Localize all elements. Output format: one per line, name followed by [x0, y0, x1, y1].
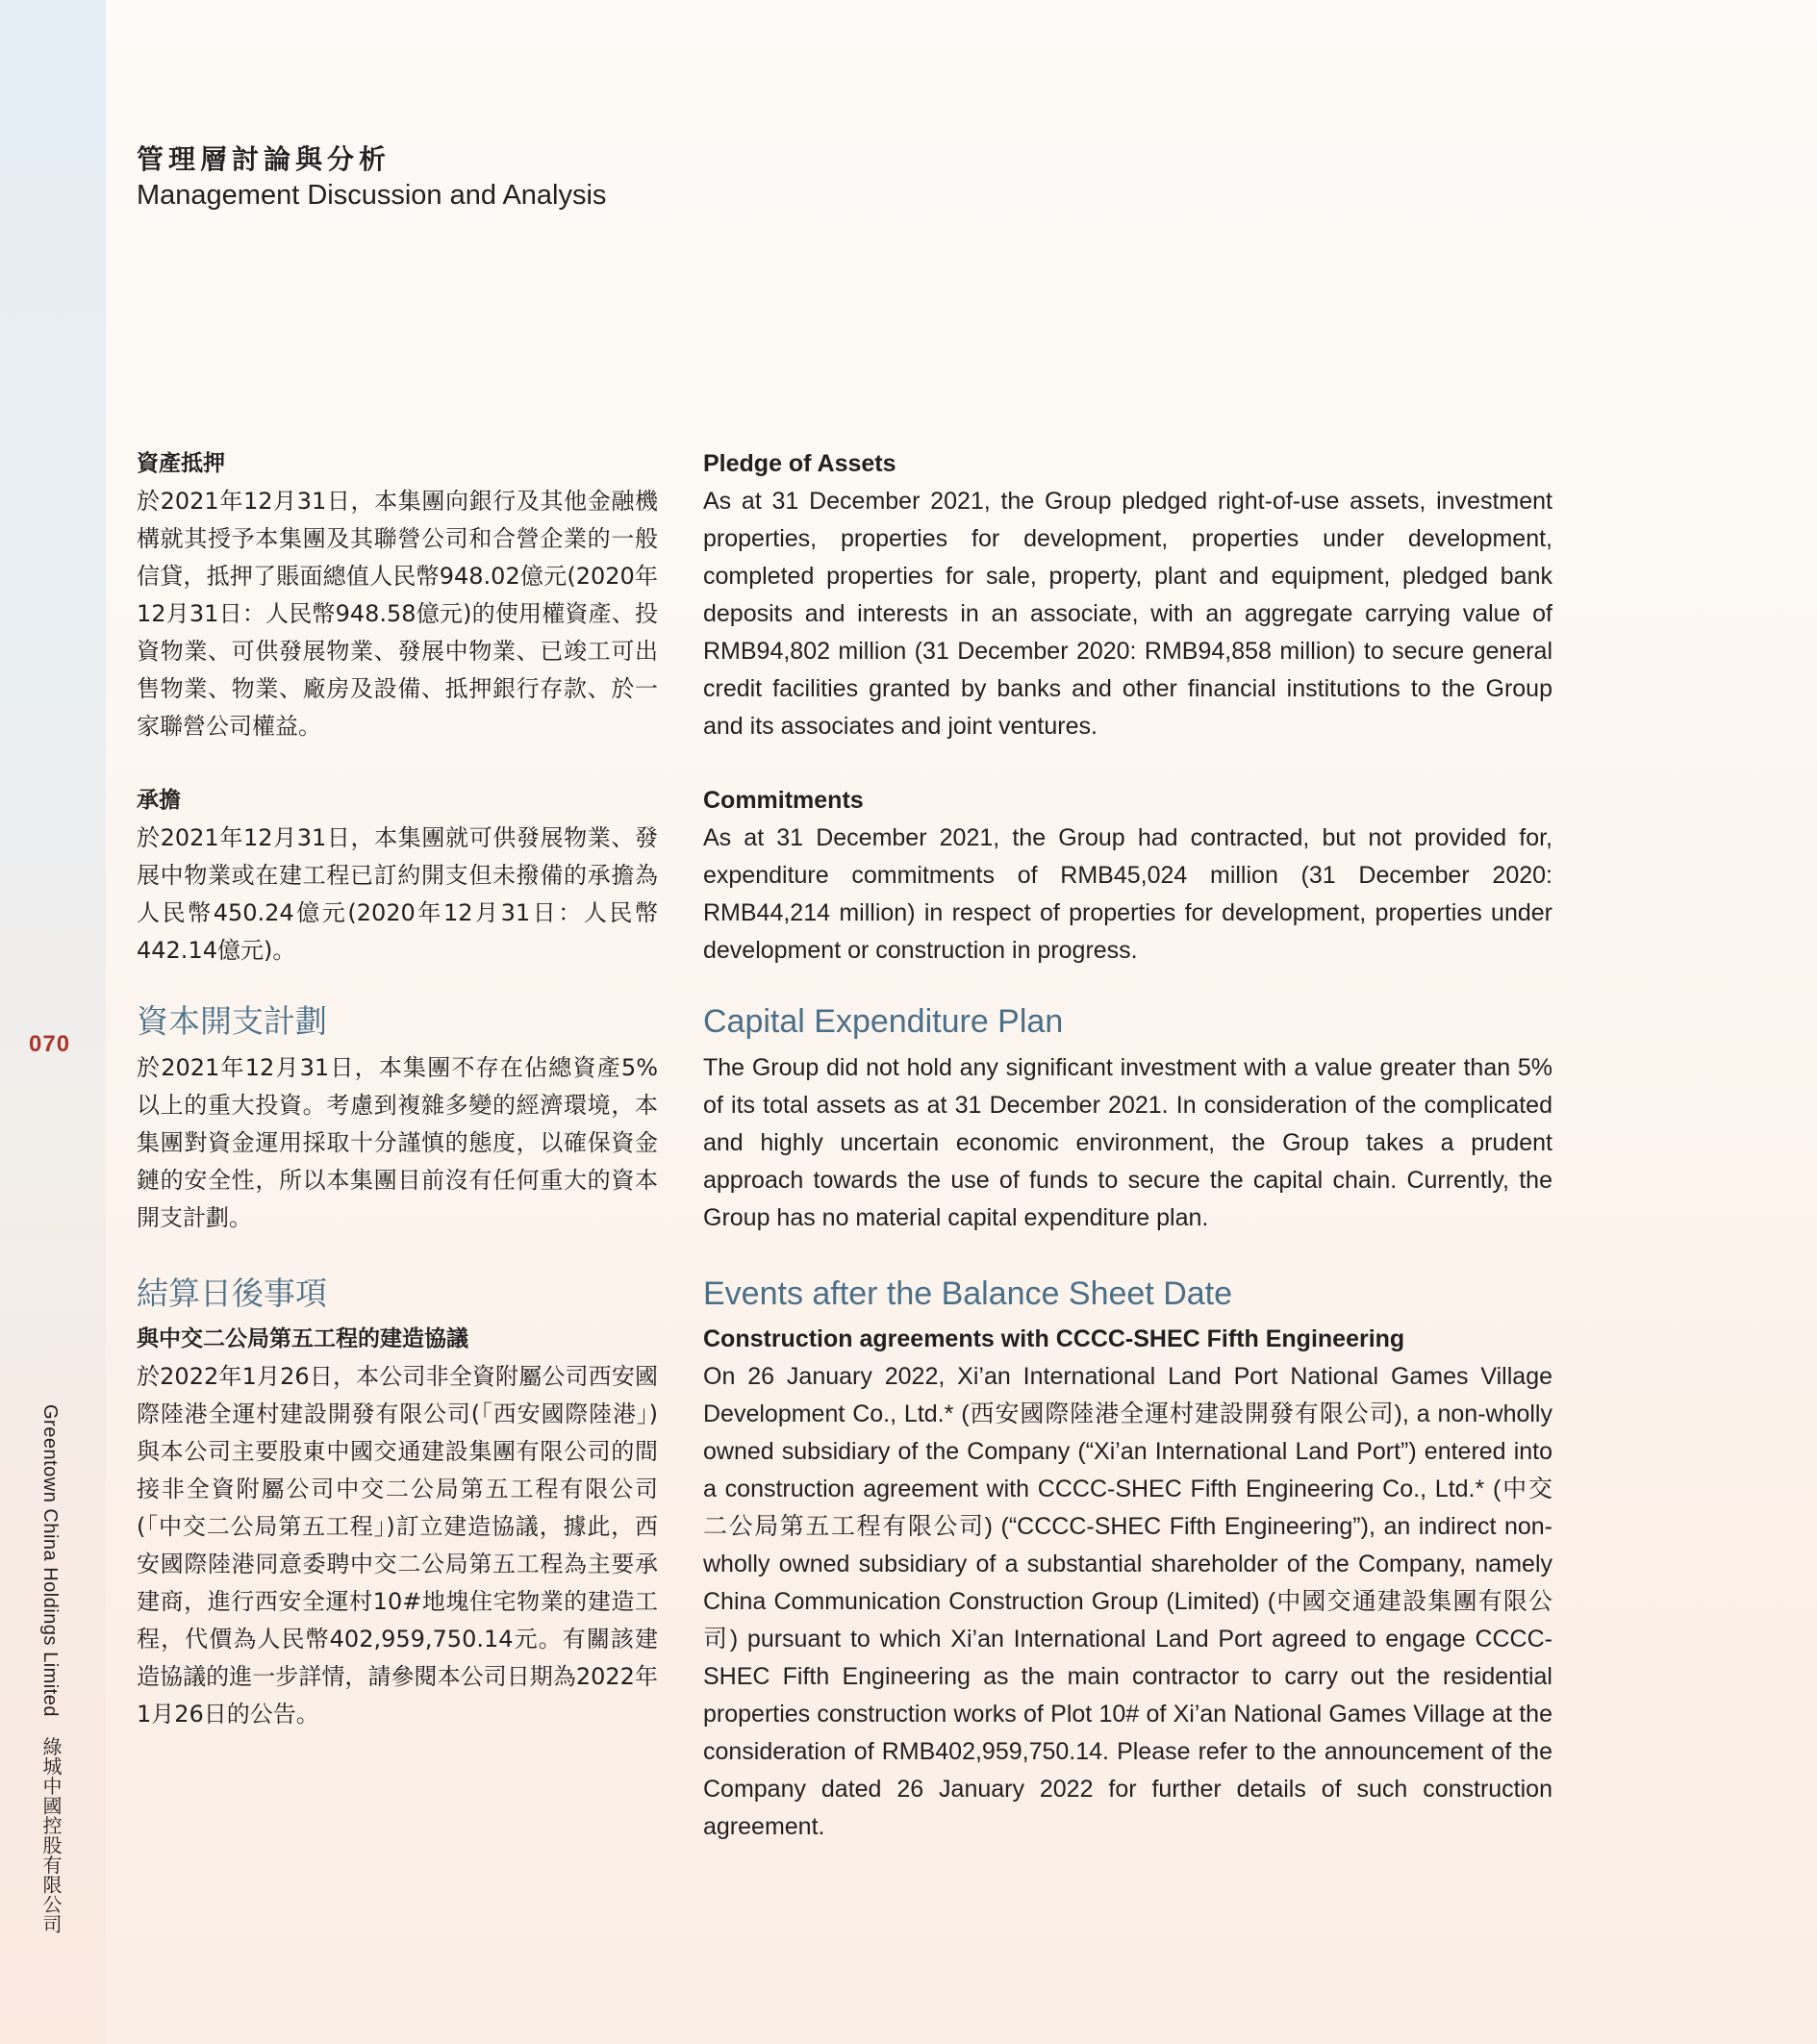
pledge-zh-body: 於2021年12月31日，本集團向銀行及其他金融機構就其授予本集團及其聯營公司和合營企業的一般信貸，抵押了賬面總值人民幣948.02億元(2020年12月31日：人民幣948.58億元)的使用權資產、投資物業、可供發展物業、發展中物業、已竣工可出售物業、物業、廠房及設備、抵押銀行存款、於一家聯營公司權益。: [137, 488, 658, 740]
header-title-zh: 管理層討論與分析: [137, 143, 391, 175]
events-zh-block: [137, 1274, 658, 1733]
events-en-body: On 26 January 2022, Xi’an International Land Port National Games Village Development Co., Ltd.* (西安國際陸港全運村建設開發有限公司), a non-wholly owned subsidiary of the Company (“Xi’an International Land Port”) entered into a construction agreement with CCCC-SHEC Fifth Engineering Co., Ltd.* (中交二公局第五工程有限公司) (“CCCC-SHEC Fifth Engineering”), an indirect non-wholly owned subsidiary of a substantial shareholder of the Company, namely China Communication Construction Group (Limited) (中國交通建設集團有限公司) pursuant to which Xi’an International Land Port agreed to engage CCCC-SHEC Fifth Engineering as the main contractor to carry out the residential properties construction works of Plot 10# of Xi’an National Games Village at the consideration of RMB402,959,750.14. Please refer to the announcement of the Company dated 26 January 2022 for further details of such construction agreement.: [703, 1363, 1552, 1840]
commitments-zh-body: 於2021年12月31日，本集團就可供發展物業、發展中物業或在建工程已訂約開支但未撥備的承擔為人民幣450.24億元(2020年12月31日：人民幣442.14億元)。: [137, 824, 658, 964]
capex-en-body: The Group did not hold any significant investment with a value greater than 5% of its total assets as at 31 December 2021. In consideration of the complicated and highly uncertain economic environment, the Group takes a prudent approach towards the use of funds to secure the capital chain. Currently, the Group has no material capital expenditure plan.: [703, 1054, 1552, 1231]
events-zh-subtitle: 與中交二公局第五工程的建造協議: [137, 1326, 468, 1351]
commitments-en-title: Commitments: [703, 787, 864, 814]
pledge-en-title: Pledge of Assets: [703, 450, 896, 477]
header-title-en: Management Discussion and Analysis: [137, 180, 607, 211]
pledge-zh-block: [137, 445, 658, 745]
capex-en-heading: Capital Expenditure Plan: [703, 1003, 1064, 1040]
commitments-zh-block: [137, 782, 658, 970]
capex-zh-block: [137, 1002, 658, 1237]
company-name-caption: Greentown China Holdings Limited 綠城中國控股有限公司: [39, 1404, 61, 1934]
pledge-en-block: [703, 445, 1552, 745]
events-en-heading: Events after the Balance Sheet Date: [703, 1275, 1233, 1312]
pledge-en-body: As at 31 December 2021, the Group pledged right-of-use assets, investment properties, properties for development, properties under development, completed properties for sale, property, plant and equipment, pledged bank deposits and interests in an associate, with an aggregate carrying value of RMB94,802 million (31 December 2020: RMB94,858 million) to secure general credit facilities granted by banks and other financial institutions to the Group and its associates and joint ventures.: [703, 488, 1552, 740]
events-en-subtitle: Construction agreements with CCCC-SHEC Fifth Engineering: [703, 1325, 1405, 1352]
capex-zh-body: 於2021年12月31日，本集團不存在佔總資產5%以上的重大投資。考慮到複雜多變的經濟環境，本集團對資金運用採取十分謹慎的態度，以確保資金鏈的安全性，所以本集團目前沒有任何重大的資本開支計劃。: [137, 1054, 658, 1231]
commitments-en-block: [703, 782, 1552, 970]
commitments-en-body: As at 31 December 2021, the Group had contracted, but not provided for, expenditure commitments of RMB45,024 million (31 December 2020: RMB44,214 million) in respect of properties for development, properties under development or construction in progress.: [703, 824, 1552, 964]
events-en-block: [703, 1274, 1552, 1846]
page-header: [137, 142, 606, 214]
pledge-zh-title: 資產抵押: [137, 451, 225, 476]
commitments-zh-title: 承擔: [137, 788, 181, 813]
events-zh-body: 於2022年1月26日，本公司非全資附屬公司西安國際陸港全運村建設開發有限公司(「西安國際陸港」)與本公司主要股東中國交通建設集團有限公司的間接非全資附屬公司中交二公局第五工程有限公司(「中交二公局第五工程」)訂立建造協議，據此，西安國際陸港同意委聘中交二公局第五工程為主要承建商，進行西安全運村10#地塊住宅物業的建造工程，代價為人民幣402,959,750.14元。有關該建造協議的進一步詳情，請參閱本公司日期為2022年1月26日的公告。: [137, 1363, 658, 1728]
events-zh-heading: 結算日後事項: [137, 1274, 327, 1312]
capex-zh-heading: 資本開支計劃: [137, 1002, 327, 1040]
page-number: 070: [29, 1031, 71, 1057]
capex-en-block: [703, 1002, 1552, 1237]
